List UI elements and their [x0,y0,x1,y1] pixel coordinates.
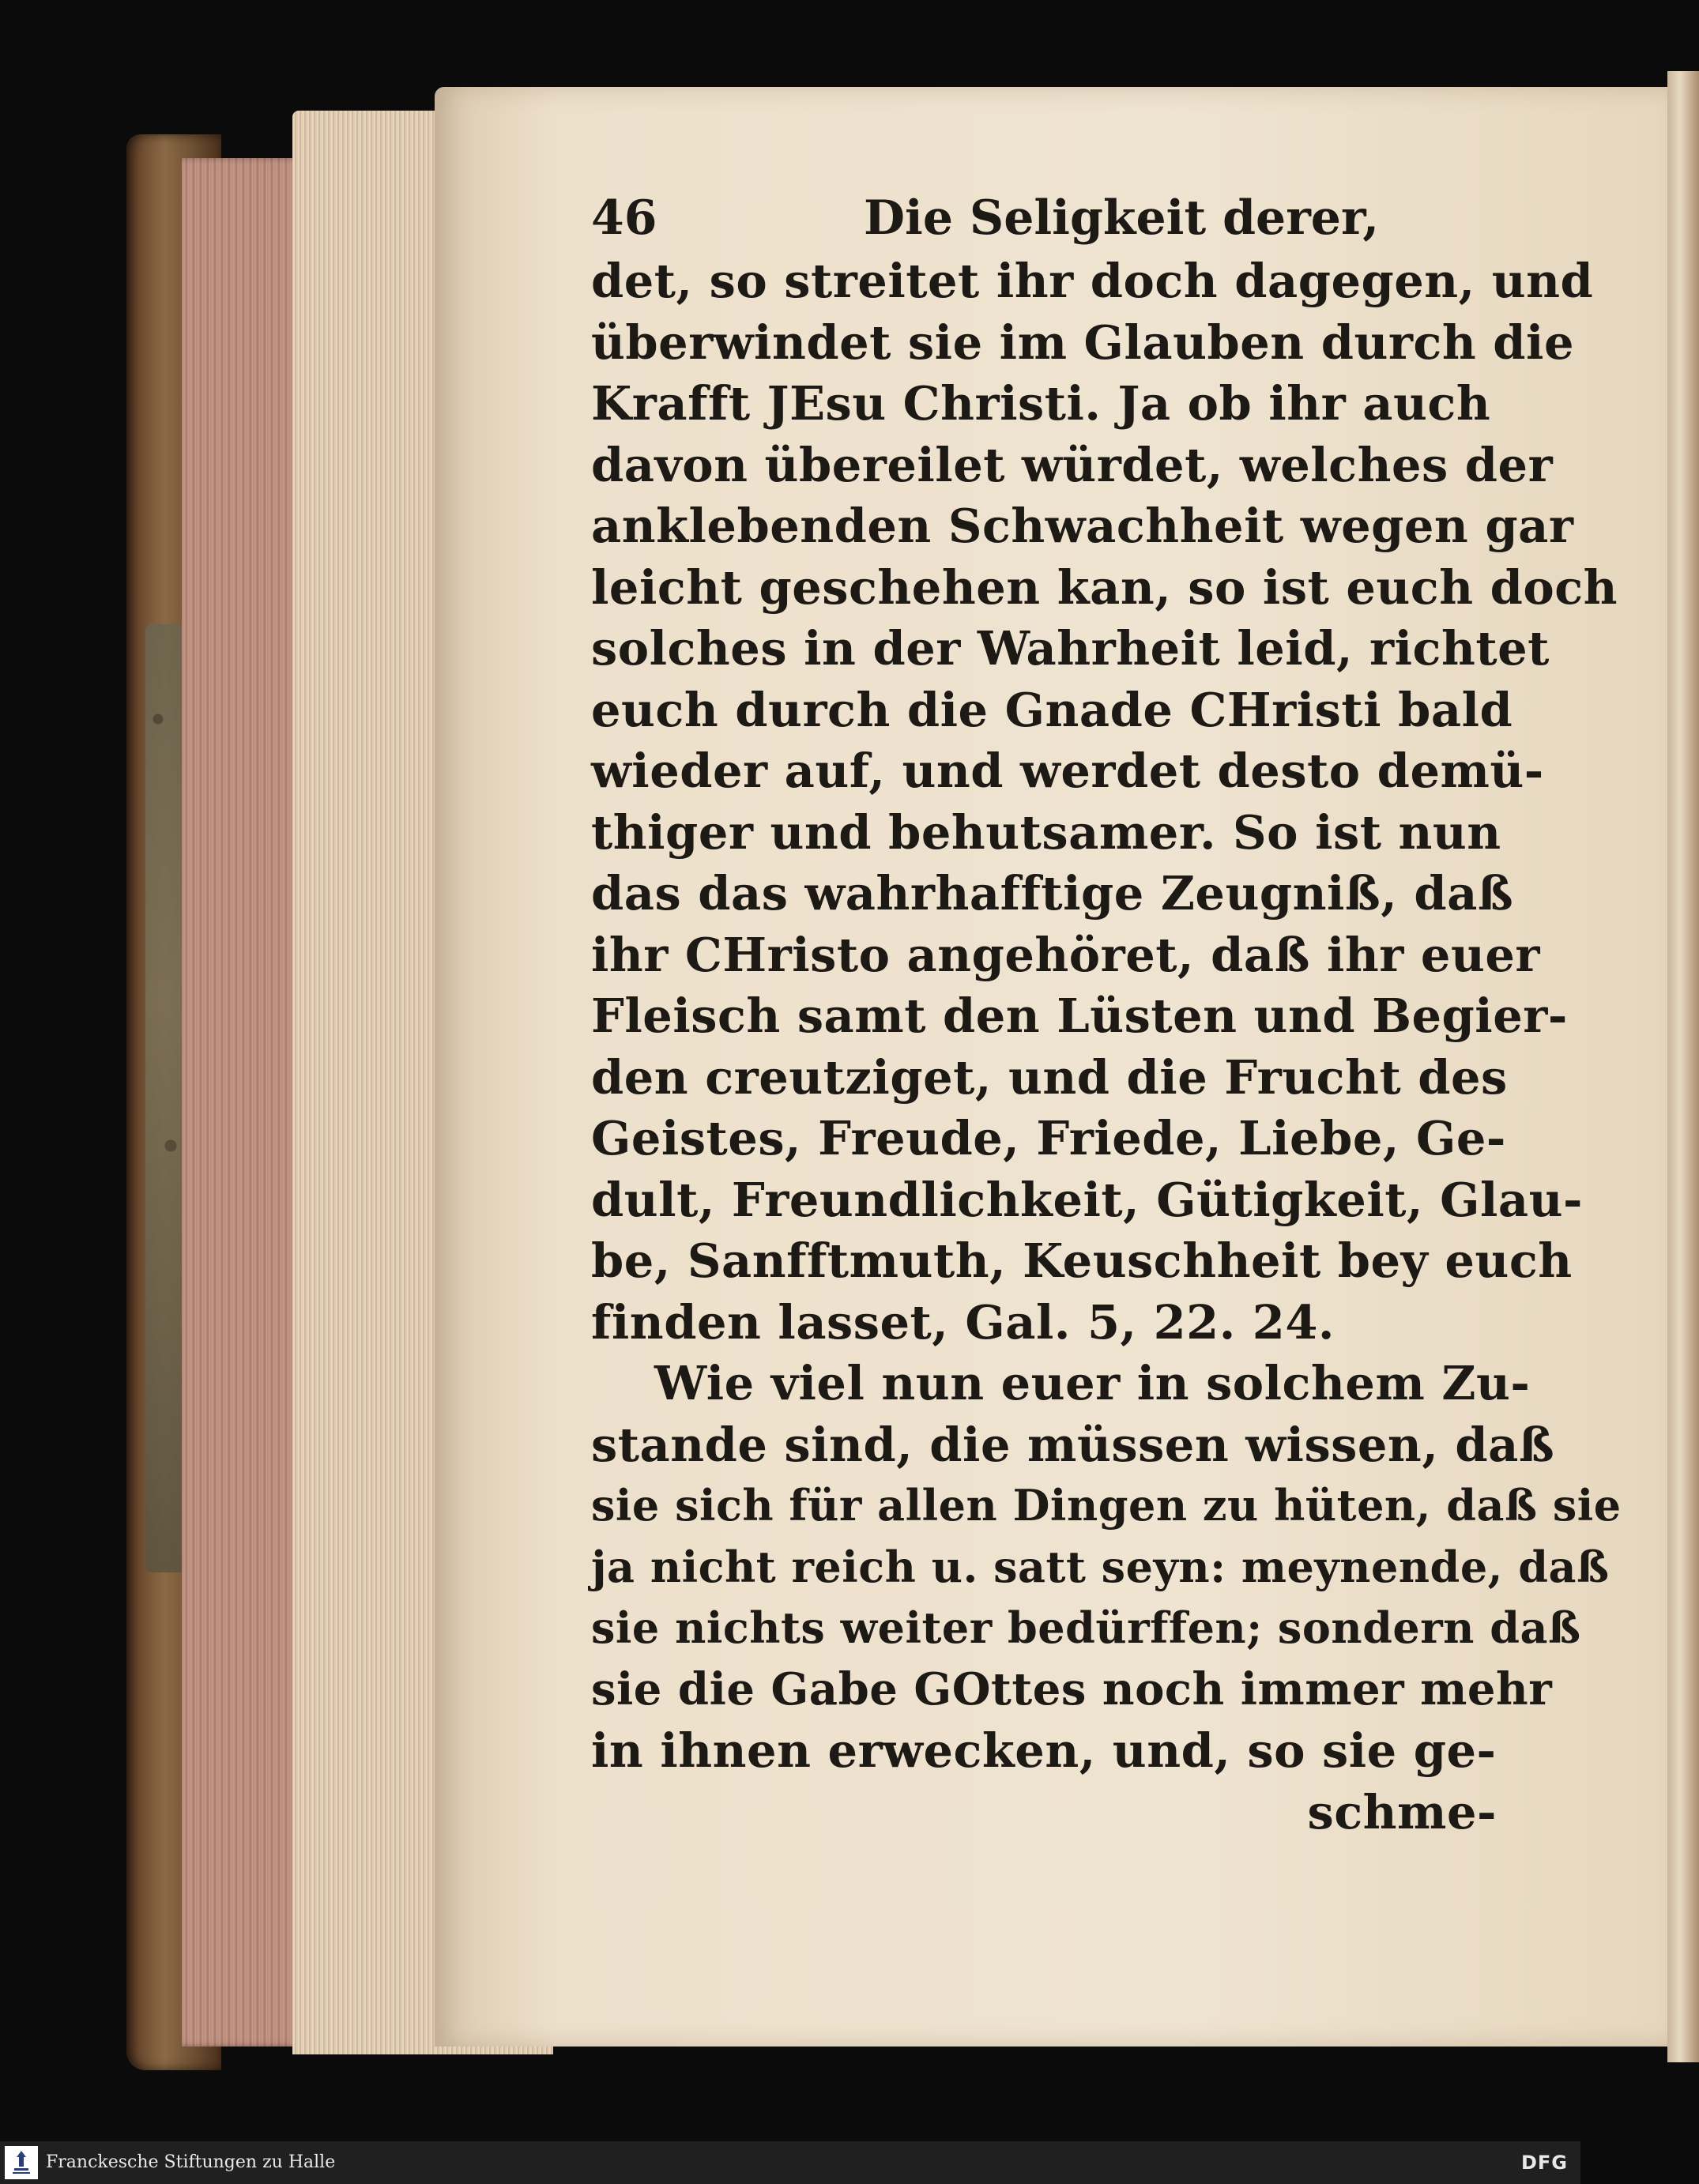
text-line: das das wahrhafftige Zeugniß, daß [591,866,1514,921]
text-line: den creutziget, und die Frucht des [591,1049,1508,1105]
text-line: überwindet sie im Glauben durch die [591,314,1574,370]
text-line: thiger und behutsamer. So ist nun [591,804,1501,860]
page-text-block [591,186,1622,1843]
viewer-footer [0,2141,1580,2184]
text-line: sie die Gabe GOttes noch immer mehr [591,1662,1553,1715]
text-line: leicht geschehen kan, so ist euch doch [591,559,1618,615]
page-number: 46 [591,190,657,246]
text-line: finden lasset, Gal. 5, 22. 24. [591,1294,1335,1350]
text-line: be, Sanfftmuth, Keuschheit bey euch [591,1233,1573,1288]
facing-page-edge [1667,71,1699,2062]
text-line: anklebenden Schwachheit wegen gar [591,499,1574,553]
text-line: det, so streitet ihr doch dagegen, und [591,254,1594,308]
text-line: stande sind, die müssen wissen, daß [591,1417,1555,1472]
text-line: Krafft JEsu Christi. Ja ob ihr auch [591,376,1491,431]
institution-logo-icon [5,2146,38,2179]
text-line: Fleisch samt den Lüsten und Begier- [591,988,1568,1043]
text-line: davon übereilet würdet, welches der [591,437,1554,492]
running-head [591,186,1508,250]
funder-logo: DFG [1520,2152,1568,2174]
text-line: dult, Freundlichkeit, Gütigkeit, Glau- [591,1172,1584,1227]
text-line: euch durch die Gnade CHristi bald [591,682,1513,737]
text-line: in ihnen erwecken, und, so sie ge- [591,1723,1497,1778]
text-line: ihr CHristo angehöret, daß ihr euer [591,927,1540,982]
text-line: sie sich für allen Dingen zu hüten, daß sie [591,1480,1622,1531]
text-line: Wie viel nun euer in solchem Zu- [654,1356,1531,1410]
page-block-edge [182,158,300,2047]
text-line: sie nichts weiter bedürffen; sondern daß [591,1602,1581,1653]
text-line: wieder auf, und werdet desto demü- [591,744,1544,798]
catchword: schme- [1307,1784,1497,1839]
text-line: solches in der Wahrheit leid, richtet [591,621,1550,676]
institution-name: Franckesche Stiftungen zu Halle [46,2152,336,2172]
text-line: ja nicht reich u. satt seyn: meynende, daß [591,1541,1610,1592]
text-line: Geistes, Freude, Friede, Liebe, Ge- [591,1111,1506,1165]
running-head-title: Die Seligkeit derer, [864,190,1380,246]
